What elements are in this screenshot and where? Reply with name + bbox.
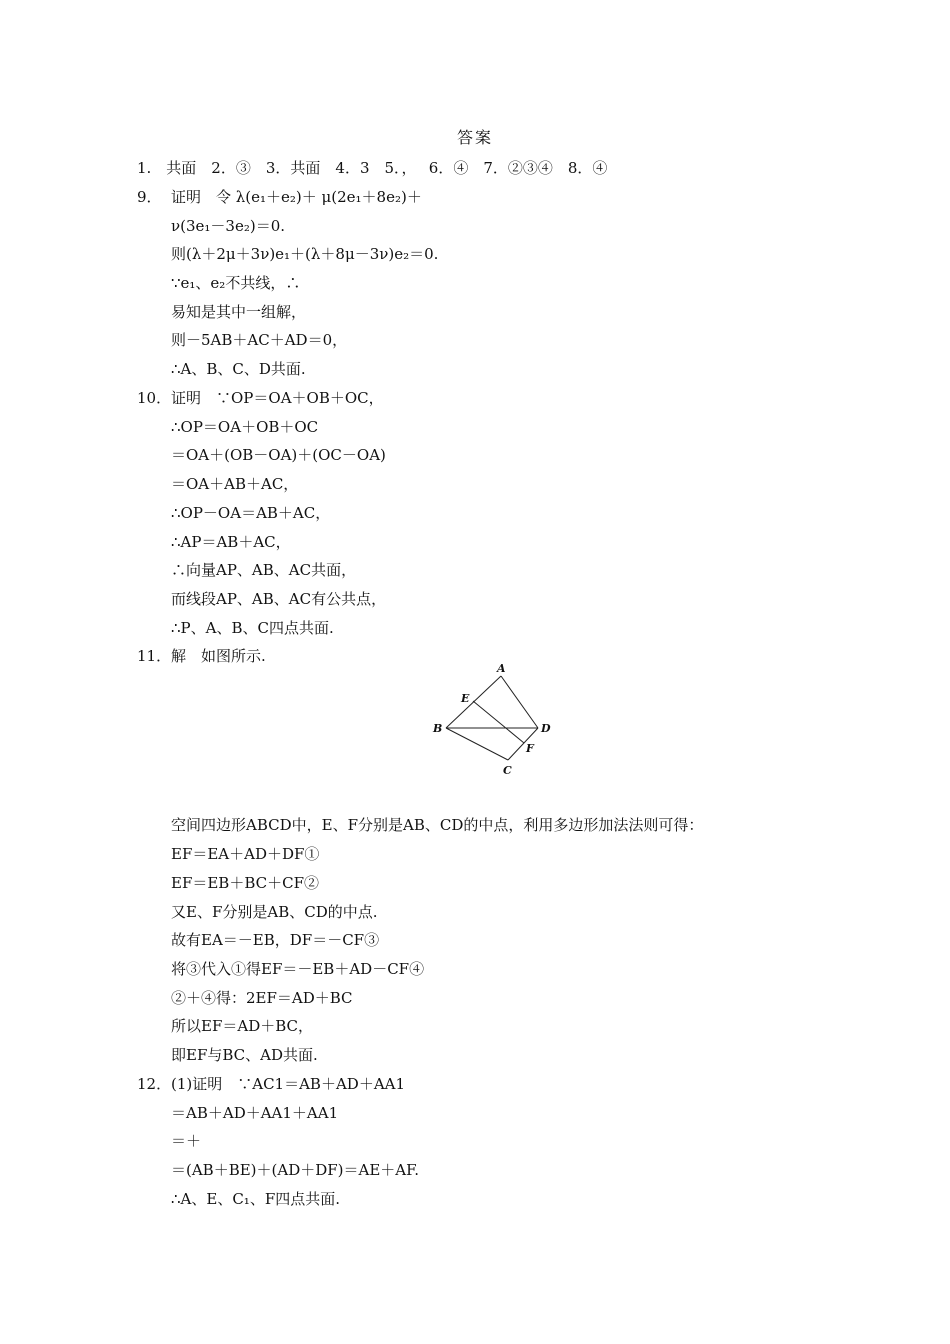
q9-line-2: ν(3e₁－3e₂)＝0. [171, 217, 286, 235]
q11-head: 解 如图所示. [171, 647, 266, 665]
q10-label: 10． [137, 389, 172, 407]
q9-line-4: ∵e₁、e₂不共线，∴ [171, 274, 301, 292]
q11-line-2: EF＝EA＋AD＋DF① [171, 845, 320, 863]
q11-line-6: 将③代入①得EF＝－EB＋AD－CF④ [171, 960, 425, 978]
answers-line: 1. 共面 2．③ 3．共面 4．3 5．， 6．④ 7．②③④ 8．④ [137, 159, 608, 177]
q12-line-4: ＝(AB＋BE)＋(AD＋DF)＝AE＋AF. [171, 1161, 419, 1179]
q11-line-5: 故有EA＝－EB，DF＝－CF③ [171, 931, 380, 949]
page-title: 答案 [456, 128, 493, 147]
q11-line-3: EF＝EB＋BC＋CF② [171, 874, 319, 892]
q10-line-4: ＝OA＋AB＋AC， [171, 475, 299, 493]
q10-line-3: ＝OA＋(OB－OA)＋(OC－OA) [171, 446, 386, 464]
q11-label: 11． [137, 647, 172, 665]
q12-line-2: ＝AB＋AD＋AA1＋AA1 [171, 1104, 339, 1122]
q9-label: 9． [137, 188, 162, 206]
q9-line-6: 则－5AB＋AC＋AD＝0， [171, 331, 348, 349]
figure-label-f: F [526, 742, 534, 755]
q12-label: 12． [137, 1075, 172, 1093]
q9-line-7: ∴A、B、C、D共面. [171, 360, 306, 378]
q9-line-5: 易知是其中一组解， [171, 303, 307, 321]
q12-line-3: ＝＋ [171, 1132, 202, 1150]
q10-line-8: 而线段AP、AB、AC有公共点， [171, 590, 387, 608]
q10-line-1: 证明 ∵OP＝OA＋OB＋OC， [171, 389, 384, 407]
figure-label-a: A [497, 662, 506, 675]
q12-line-5: ∴A、E、C₁、F四点共面. [171, 1190, 340, 1208]
figure-label-e: E [461, 692, 470, 705]
q11-line-7: ②＋④得：2EF＝AD＋BC [171, 989, 353, 1007]
figure-label-b: B [433, 722, 443, 735]
q10-line-2: ∴OP＝OA＋OB＋OC [171, 418, 319, 436]
q11-line-8: 所以EF＝AD＋BC， [171, 1017, 313, 1035]
q10-line-7: ∴向量AP、AB、AC共面， [171, 561, 357, 579]
figure-label-c: C [503, 764, 512, 777]
q9-line-3: 则(λ＋2μ＋3ν)e₁＋(λ＋8μ－3ν)e₂＝0. [171, 245, 439, 263]
q12-line-1: (1)证明 ∵AC1＝AB＋AD＋AA1 [171, 1075, 406, 1093]
q9-line-1: 证明 令 λ(e₁＋e₂)＋ μ(2e₁＋8e₂)＋ [171, 188, 422, 206]
quadrilateral-figure [428, 660, 558, 782]
q11-line-9: 即EF与BC、AD共面. [171, 1046, 318, 1064]
figure-label-d: D [541, 722, 551, 735]
q11-line-1: 空间四边形ABCD中，E、F分别是AB、CD的中点，利用多边形加法法则可得： [171, 816, 704, 834]
q11-line-4: 又E、F分别是AB、CD的中点. [171, 903, 378, 921]
q10-line-9: ∴P、A、B、C四点共面. [171, 619, 334, 637]
q10-line-6: ∴AP＝AB＋AC， [171, 533, 291, 551]
q10-line-5: ∴OP－OA＝AB＋AC， [171, 504, 331, 522]
